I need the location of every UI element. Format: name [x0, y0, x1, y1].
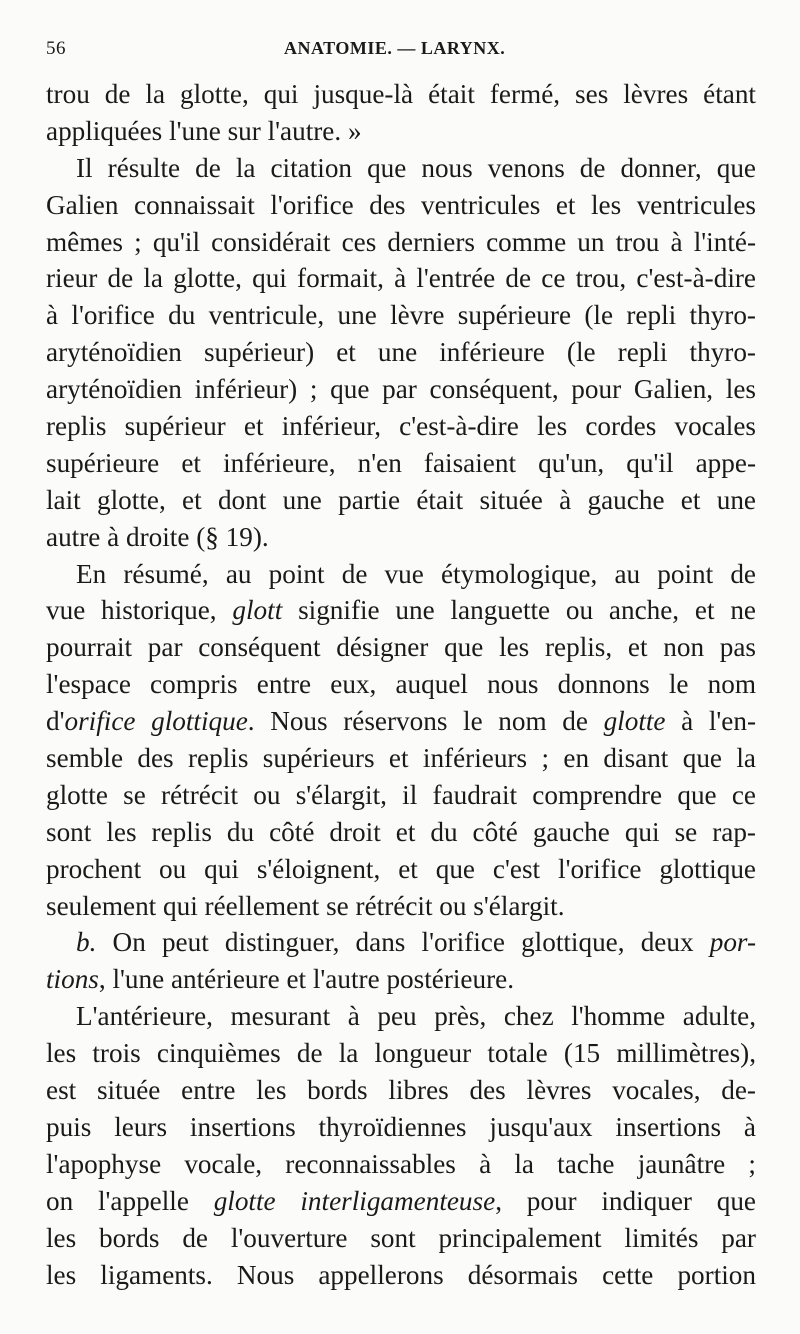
page-number: 56	[46, 38, 66, 59]
text-line: trou de la glotte, qui jusque-là était fermé, ses lèvres étant	[46, 79, 756, 109]
text-line: replis supérieur et inférieur, c'est-à-dire les cordes vocales	[46, 411, 756, 442]
text-line: on l'appelle glotte interligamenteuse, pour indiquer que	[46, 1185, 756, 1216]
text-line: lait glotte, et dont une partie était située à gauche et une	[46, 484, 756, 515]
running-head: ANATOMIE. — LARYNX.	[284, 38, 506, 58]
text-line: pourrait par conséquent désigner que les replis, et non pas	[46, 632, 756, 663]
text-line: L'antérieure, mesurant à peu près, chez l'homme adulte,	[76, 1001, 756, 1032]
text-line: Galien connaissait l'orifice des ventricules et les ventricules	[46, 189, 756, 220]
text-line: tions, l'une antérieure et l'autre postérieure.	[46, 964, 515, 995]
text-line: rieur de la glotte, qui formait, à l'entrée de ce trou, c'est-à-dire	[46, 263, 756, 294]
text-line: Il résulte de la citation que nous venons de donner, que	[76, 152, 756, 183]
text-line: l'espace compris entre eux, auquel nous donnons le nom	[46, 669, 756, 700]
text-line: prochent ou qui s'éloignent, et que c'est l'orifice glottique	[46, 853, 756, 884]
text-line: appliquées l'une sur l'autre. »	[46, 115, 362, 146]
text-line: seulement qui réellement se rétrécit ou s'élargit.	[46, 890, 565, 921]
text-line: les trois cinquièmes de la longueur totale (15 millimètres),	[46, 1038, 756, 1069]
text-line: d'orifice glottique. Nous réservons le nom de glotte à l'en-	[46, 706, 757, 737]
text-line: supérieure et inférieure, n'en faisaient qu'un, qu'il appe-	[46, 447, 756, 478]
text-line: semble des replis supérieurs et inférieurs ; en disant que la	[46, 743, 756, 774]
text-line: aryténoïdien supérieur) et une inférieure (le repli thyro-	[46, 337, 756, 368]
text-line: l'apophyse vocale, reconnaissables à la tache jaunâtre ;	[46, 1148, 756, 1179]
text-line: En résumé, au point de vue étymologique, au point de	[76, 558, 756, 589]
page-header	[46, 38, 754, 68]
text-line: est située entre les bords libres des lèvres vocales, de-	[46, 1075, 756, 1106]
body-text	[46, 76, 756, 1293]
text-line: vue historique, glott signifie une languette ou anche, et ne	[46, 595, 756, 626]
text-line: les bords de l'ouverture sont principalement limités par	[46, 1222, 756, 1253]
text-line: autre à droite (§ 19).	[46, 521, 269, 552]
text-line: puis leurs insertions thyroïdiennes jusqu'aux insertions à	[46, 1111, 756, 1142]
text-line: aryténoïdien inférieur) ; que par conséquent, pour Galien, les	[46, 374, 756, 405]
text-line: à l'orifice du ventricule, une lèvre supérieure (le repli thyro-	[46, 300, 756, 331]
text-line: sont les replis du côté droit et du côté gauche qui se rap-	[46, 816, 756, 847]
text-line: les ligaments. Nous appellerons désormais cette portion	[46, 1259, 756, 1290]
text-line: mêmes ; qu'il considérait ces derniers comme un trou à l'inté-	[46, 226, 756, 257]
text-line: glotte se rétrécit ou s'élargit, il faudrait comprendre que ce	[46, 779, 756, 810]
text-line: b. On peut distinguer, dans l'orifice glottique, deux por-	[76, 927, 756, 958]
